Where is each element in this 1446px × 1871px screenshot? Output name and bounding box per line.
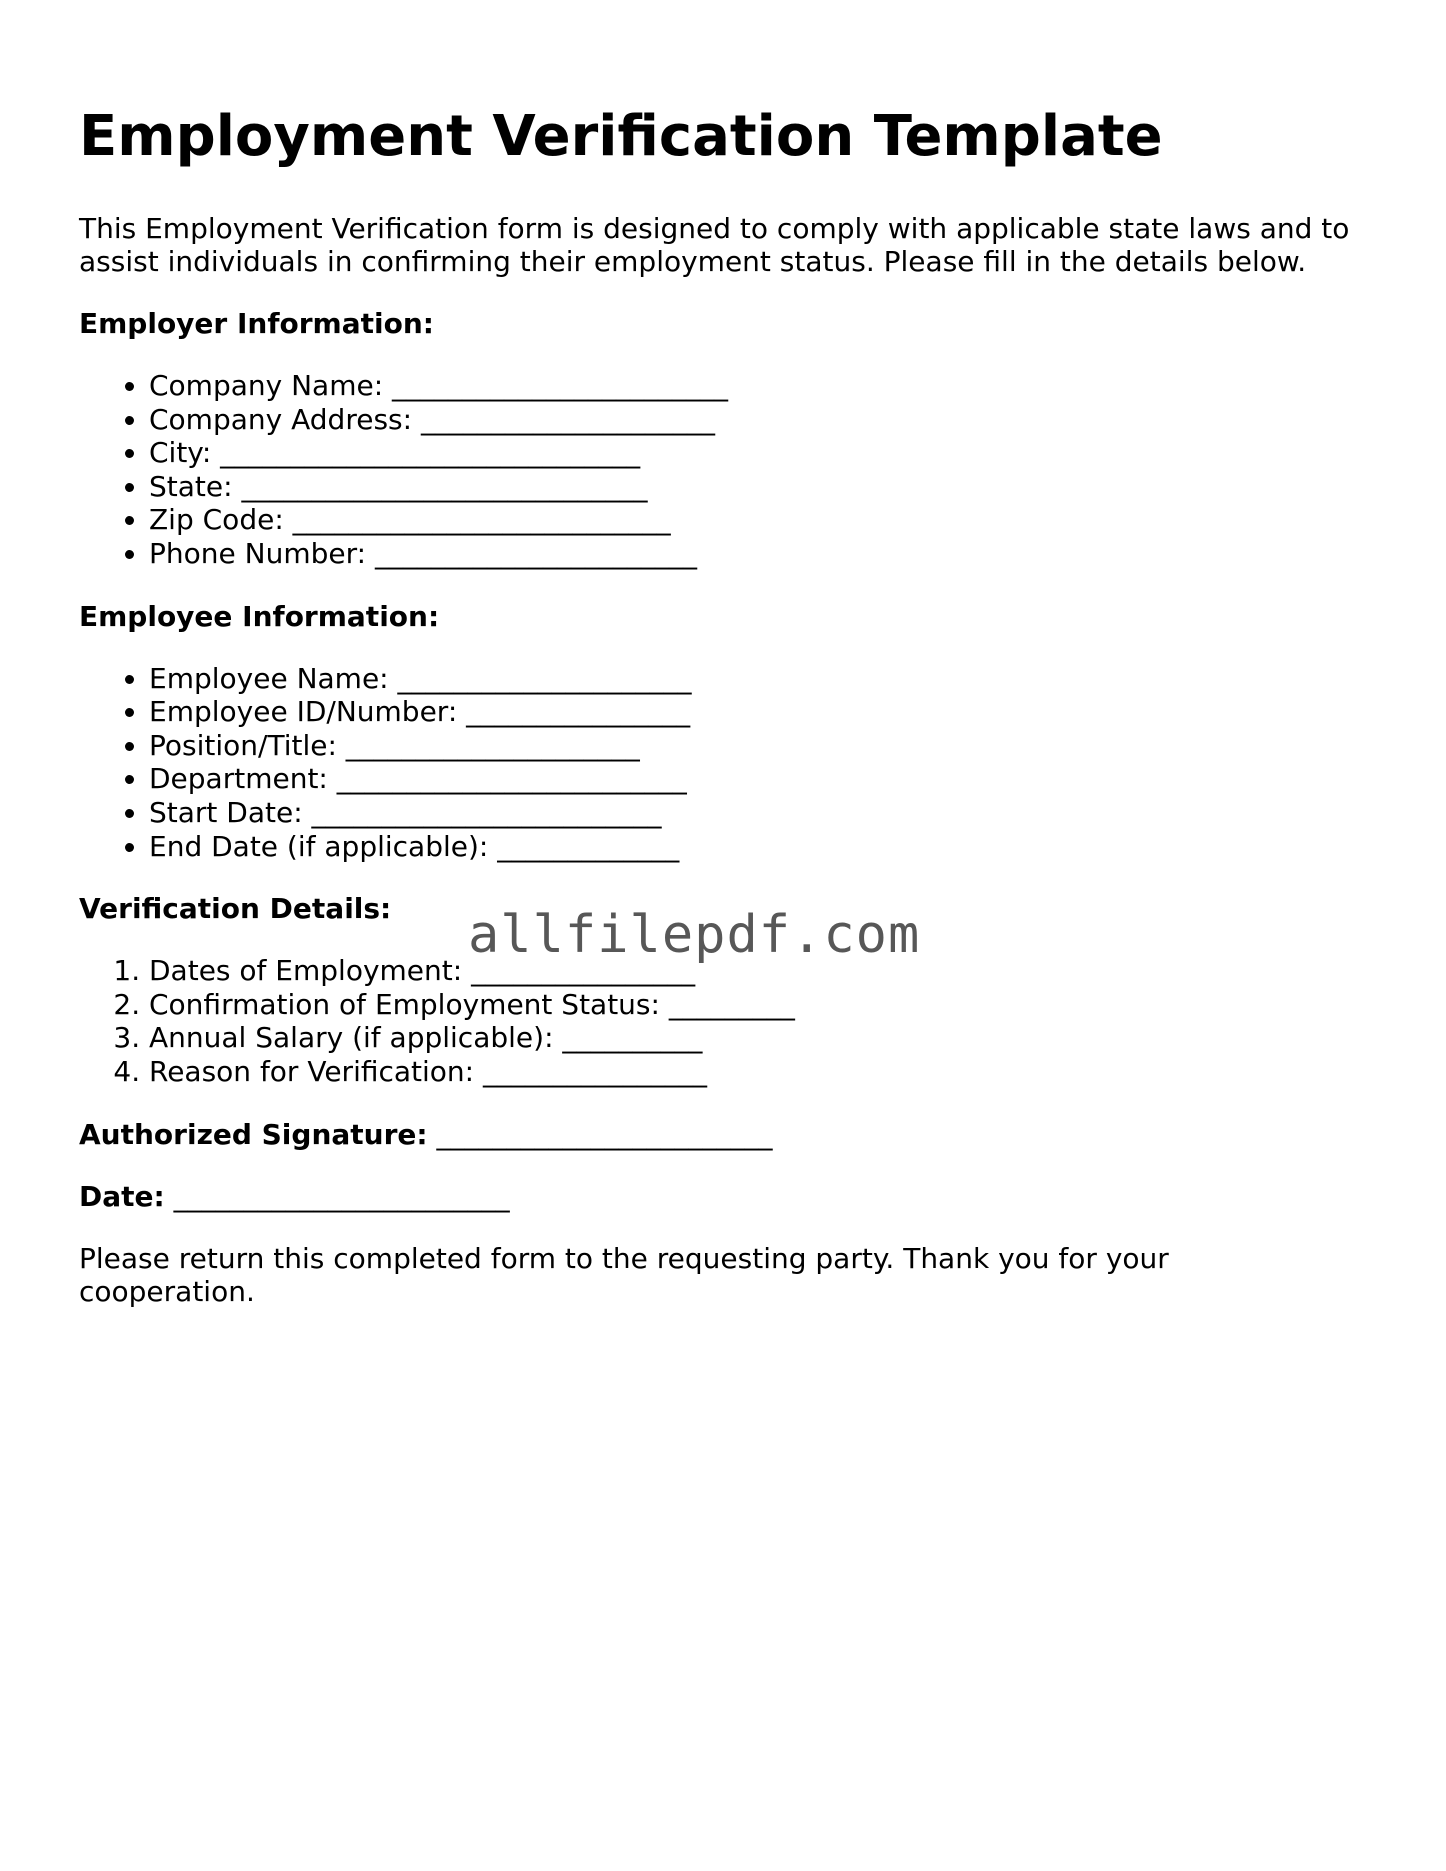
employee-fields-list <box>79 662 1379 864</box>
page-title: Employment Verification Template <box>79 104 1163 169</box>
verification-section-heading: Verification Details: <box>79 892 392 926</box>
employee-id-field: • Employee ID/Number: ________________ <box>149 695 1379 729</box>
company-address-field: • Company Address: _____________________ <box>149 403 1379 437</box>
start-date-field: • Start Date: _________________________ <box>149 796 1379 830</box>
employment-status-field: 2. Confirmation of Employment Status: _________ <box>149 988 1379 1022</box>
date-line <box>79 1180 1379 1213</box>
authorized-signature-blank: ________________________ <box>436 1117 773 1151</box>
dates-of-employment-field: 1. Dates of Employment: ________________ <box>149 954 1379 988</box>
employee-name-field: • Employee Name: _____________________ <box>149 662 1379 696</box>
intro-paragraph: This Employment Verification form is designed to comply with applicable state laws and to assist individuals in confirming their employment status. Please fill in the details below. <box>79 212 1350 278</box>
end-date-field: • End Date (if applicable): _____________ <box>149 830 1379 864</box>
annual-salary-field: 3. Annual Salary (if applicable): __________ <box>149 1021 1379 1055</box>
document-page <box>79 92 1379 1308</box>
authorized-signature-label: Authorized Signature: <box>79 1117 428 1151</box>
employer-section-heading: Employer Information: <box>79 307 434 340</box>
date-label: Date: <box>79 1179 165 1213</box>
zip-code-field: • Zip Code: ___________________________ <box>149 503 1379 537</box>
closing-paragraph: Please return this completed form to the requesting party. Thank you for your cooperation. <box>79 1241 1169 1308</box>
city-field: • City: ______________________________ <box>149 436 1379 470</box>
reason-for-verification-field: 4. Reason for Verification: ________________ <box>149 1055 1379 1089</box>
position-title-field: • Position/Title: _____________________ <box>149 729 1379 763</box>
state-field: • State: _____________________________ <box>149 470 1379 504</box>
employee-section-heading: Employee Information: <box>79 599 440 633</box>
employer-fields-list <box>79 369 1379 571</box>
department-field: • Department: _________________________ <box>149 762 1379 796</box>
date-blank: ________________________ <box>173 1179 510 1213</box>
authorized-signature-line <box>79 1118 1379 1151</box>
company-name-field: • Company Name: ________________________ <box>149 369 1379 403</box>
watermark: allfilepdf.com <box>468 905 921 965</box>
phone-number-field: • Phone Number: _______________________ <box>149 537 1379 571</box>
verification-details-list <box>79 954 1379 1088</box>
